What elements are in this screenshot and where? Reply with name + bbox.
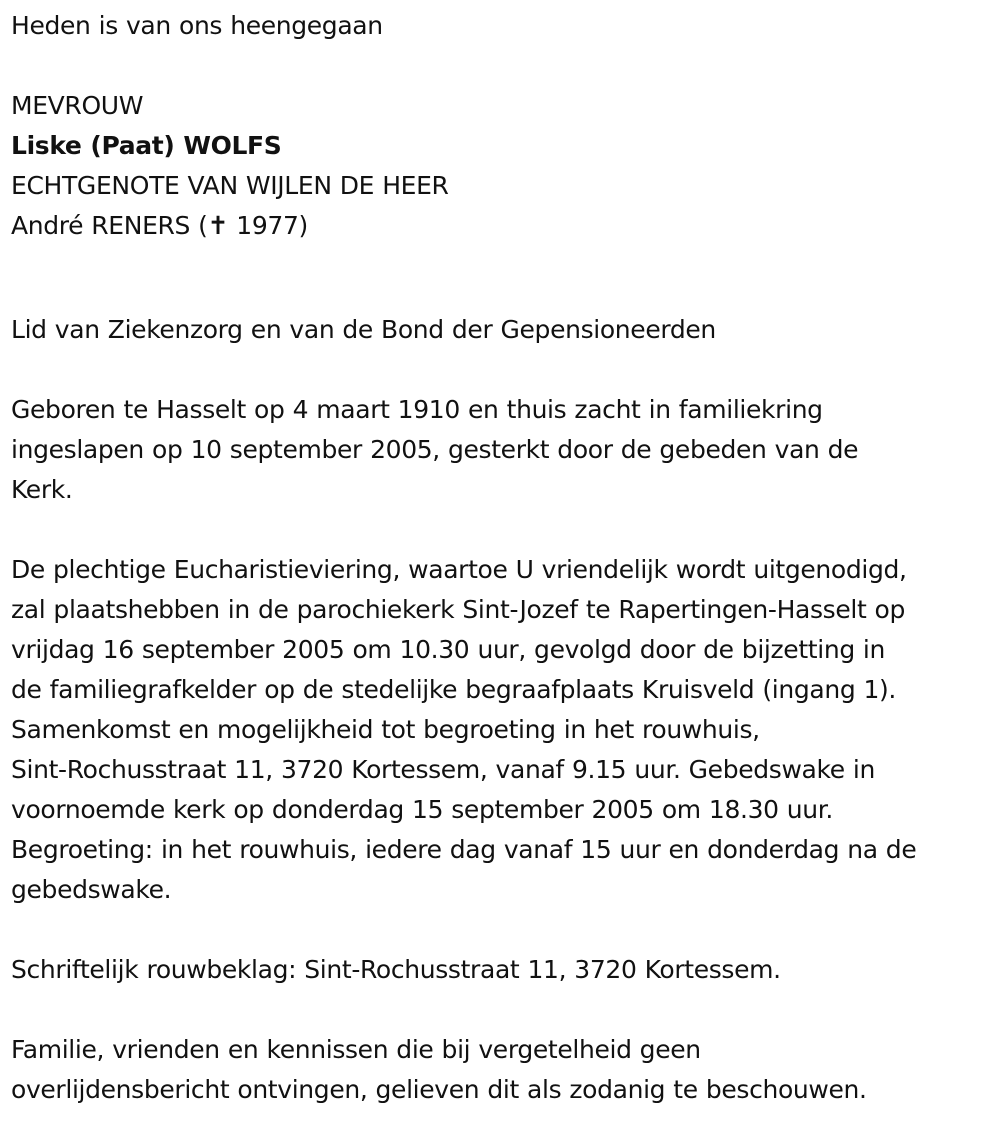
condolences-text: Schriftelijk rouwbeklag: Sint-Rochusstraat 11, 3720 Kortessem. [11,955,781,984]
paragraph-line: Samenkomst en mogelijkheid tot begroeting in het rouwhuis, [11,715,760,744]
paragraph-line: gebedswake. [11,875,172,904]
spouse-name: André RENERS (✝ 1977) [11,211,308,240]
paragraph-line: Geboren te Hasselt op 4 maart 1910 en thuis zacht in familiekring [11,395,823,424]
intro-text: Heden is van ons heengegaan [11,11,383,40]
condolences-paragraph [11,950,994,990]
paragraph-line: overlijdensbericht ontvingen, gelieven dit als zodanig te beschouwen. [11,1075,867,1104]
paragraph-line: Kerk. [11,475,73,504]
paragraph-line: Sint-Rochusstraat 11, 3720 Kortessem, vanaf 9.15 uur. Gebedswake in [11,755,875,784]
spouse-label: ECHTGENOTE VAN WIJLEN DE HEER [11,171,449,200]
deceased-header [11,86,994,246]
title-prefix: MEVROUW [11,91,144,120]
paragraph-line: De plechtige Eucharistieviering, waartoe U vriendelijk wordt uitgenodigd, [11,555,907,584]
paragraph-line: Familie, vrienden en kennissen die bij vergetelheid geen [11,1035,701,1064]
membership-paragraph [11,310,994,350]
membership-text: Lid van Ziekenzorg en van de Bond der Gepensioneerden [11,315,716,344]
birth-death-paragraph [11,390,994,510]
paragraph-line: zal plaatshebben in de parochiekerk Sint-Jozef te Rapertingen-Hasselt op [11,595,905,624]
paragraph-line: ingeslapen op 10 september 2005, gesterkt door de gebeden van de [11,435,859,464]
deceased-name: Liske (Paat) WOLFS [11,131,282,160]
paragraph-line: de familiegrafkelder op de stedelijke begraafplaats Kruisveld (ingang 1). [11,675,897,704]
paragraph-line: vrijdag 16 september 2005 om 10.30 uur, gevolgd door de bijzetting in [11,635,886,664]
ceremony-paragraph [11,550,994,910]
notice-paragraph [11,1030,994,1110]
intro-line [11,6,994,46]
paragraph-line: Begroeting: in het rouwhuis, iedere dag vanaf 15 uur en donderdag na de [11,835,917,864]
paragraph-line: voornoemde kerk op donderdag 15 september 2005 om 18.30 uur. [11,795,834,824]
